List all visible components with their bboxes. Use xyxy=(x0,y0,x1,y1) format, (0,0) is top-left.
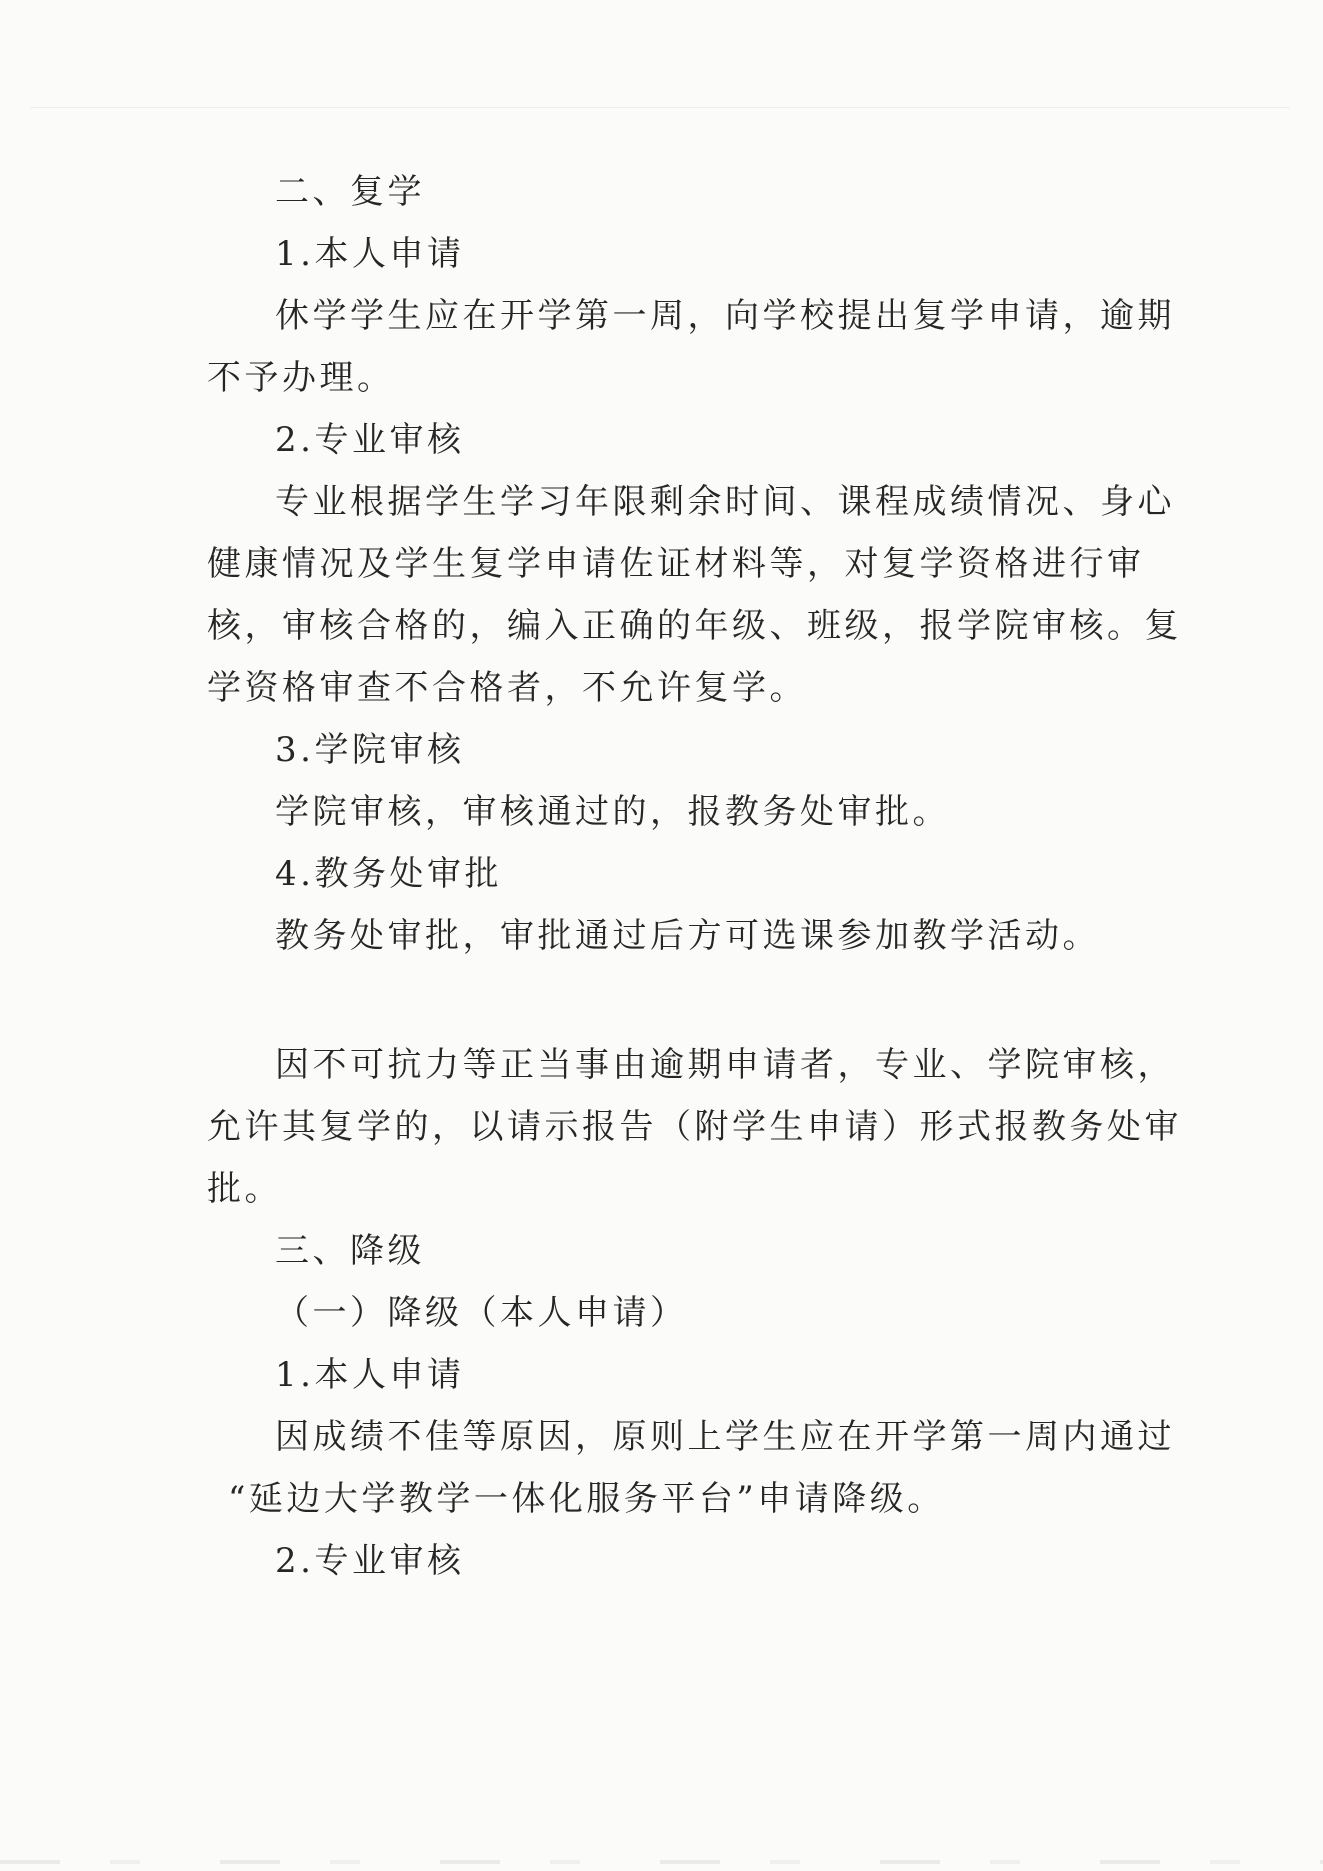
paragraph-line: 休学学生应在开学第一周，向学校提出复学申请，逾期 xyxy=(275,296,1175,336)
paragraph-line: 学院审核，审核通过的，报教务处审批。 xyxy=(275,792,950,832)
step-heading: 1.本人申请 xyxy=(275,1355,465,1395)
paragraph-line: 因成绩不佳等原因，原则上学生应在开学第一周内通过 xyxy=(275,1417,1175,1457)
step-heading: 1.本人申请 xyxy=(275,234,465,274)
step-heading: 2.专业审核 xyxy=(275,1541,465,1581)
paragraph-line: 因不可抗力等正当事由逾期申请者，专业、学院审核， xyxy=(275,1045,1175,1085)
section-heading-resumption: 二、复学 xyxy=(275,172,425,212)
subsection-heading: （一）降级（本人申请） xyxy=(275,1293,688,1333)
section-heading-demotion: 三、降级 xyxy=(275,1231,425,1271)
paragraph-line: 学资格审查不合格者，不允许复学。 xyxy=(207,668,807,708)
paragraph-line: 核，审核合格的，编入正确的年级、班级，报学院审核。复 xyxy=(207,606,1182,646)
paragraph-line: 批。 xyxy=(207,1169,282,1209)
step-heading: 3.学院审核 xyxy=(275,730,465,770)
paragraph-line: “延边大学教学一体化服务平台”申请降级。 xyxy=(228,1479,945,1519)
paragraph-line: 不予办理。 xyxy=(207,358,395,398)
paragraph-line: 教务处审批，审批通过后方可选课参加教学活动。 xyxy=(275,916,1100,956)
paragraph-line: 健康情况及学生复学申请佐证材料等，对复学资格进行审 xyxy=(207,544,1145,584)
step-heading: 4.教务处审批 xyxy=(275,854,502,894)
paragraph-line: 允许其复学的，以请示报告（附学生申请）形式报教务处审 xyxy=(207,1107,1182,1147)
scan-edge-line xyxy=(30,107,1290,108)
paragraph-line: 专业根据学生学习年限剩余时间、课程成绩情况、身心 xyxy=(275,482,1175,522)
step-heading: 2.专业审核 xyxy=(275,420,465,460)
scan-bottom-edge xyxy=(0,1860,1323,1864)
